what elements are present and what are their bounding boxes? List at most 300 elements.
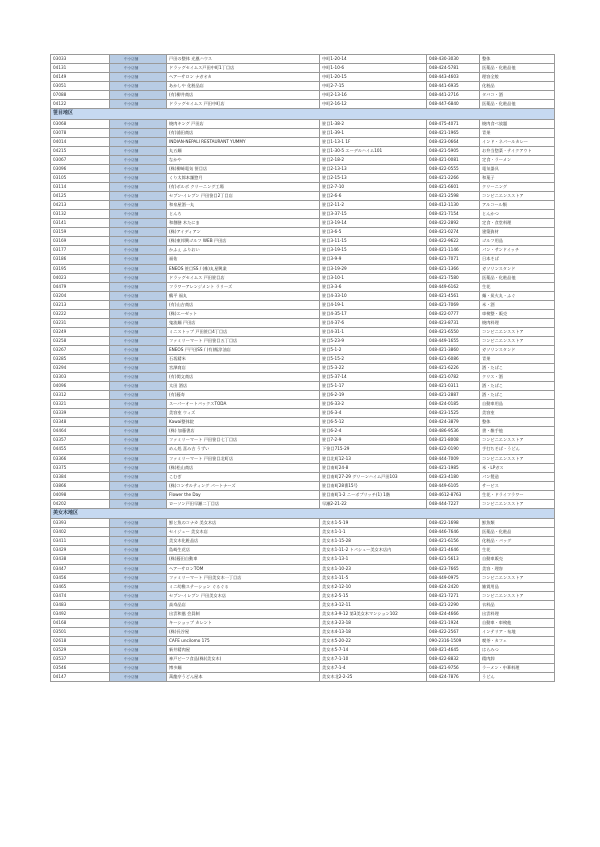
store-business-type: 化粧品・バッグ [480,537,555,546]
table-row [51,201,555,210]
table-row [51,400,555,409]
store-phone: 048-421-1924 [427,618,480,627]
store-phone: 048-421-2598 [427,192,480,201]
table-row [51,391,555,400]
store-business-type: 医薬品・化粧品他 [480,100,555,109]
store-business-type: 出雲料理 [480,609,555,618]
store-business-type: 衣料品 [480,600,555,609]
store-phone: 048-422-2567 [427,627,480,636]
store-phone: 048-444-7009 [427,454,480,463]
store-name: 鶴平 福丸 [167,291,320,300]
store-name: ヘアーサロン ナガオカ [167,73,320,82]
store-address: 笹目2-13-13 [320,165,427,174]
store-business-type: 医薬品・化粧品他 [480,64,555,73]
store-address: 笹目6-33-2 [320,400,427,409]
store-business-type: タバコ・酒 [480,91,555,100]
table-row [51,519,555,528]
store-name: 鬼流麺 戸田店 [167,318,320,327]
store-phone: 048-430-3030 [427,55,480,64]
store-category: 中小店舗 [110,573,167,582]
store-business-type: ゴルフ用品 [480,237,555,246]
store-code: 04455 [51,445,110,454]
store-code: 03492 [51,609,110,618]
store-address: 笹目6-3-4 [320,409,427,418]
table-row [51,246,555,255]
store-code: 03114 [51,183,110,192]
store-code: 03294 [51,364,110,373]
store-category: 中小店舗 [110,219,167,228]
store-business-type: 電気器具 [480,165,555,174]
store-category: 中小店舗 [110,427,167,436]
table-row [51,445,555,454]
store-category: 中小店舗 [110,400,167,409]
store-business-type: サービス [480,481,555,490]
store-category: 中小店舗 [110,55,167,64]
store-name: (有)柳井商店 [167,91,320,100]
table-row [51,636,555,645]
store-category: 中小店舗 [110,673,167,682]
store-category: 中小店舗 [110,73,167,82]
store-code: 03348 [51,418,110,427]
store-category: 中小店舗 [110,119,167,128]
store-code: 03474 [51,591,110,600]
store-phone: 048-423-1525 [427,409,480,418]
store-category: 中小店舗 [110,273,167,282]
store-code: 04213 [51,201,110,210]
table-row [51,673,555,682]
store-address: 笹目南町24-8 [320,463,427,472]
store-business-type: 自動車用品 [480,400,555,409]
store-address: 笹目2-6-6 [320,192,427,201]
store-address: 美女木2-12-10 [320,582,427,591]
store-name: こむぎ [167,472,320,481]
store-address: 美女木3-12-11 [320,600,427,609]
store-phone: 048-421-0311 [427,382,480,391]
store-category: 中小店舗 [110,555,167,564]
store-business-type: コンビニエンスストア [480,192,555,201]
store-phone: 048-421-5613 [427,555,480,564]
store-address: 中町1-20-15 [320,73,427,82]
store-name: 美容室 ウィズ [167,409,320,418]
store-phone: 048-421-7071 [427,255,480,264]
table-row [51,664,555,673]
store-code: 03483 [51,600,110,609]
store-address: 美女木1-11-5 [320,573,427,582]
store-name: ファミリーマート 戸田笹目北町店 [167,454,320,463]
store-business-type: コンビニエンスストア [480,573,555,582]
store-code: 03204 [51,291,110,300]
store-name: ミニ幼稚ステーション ぐるぐる [167,582,320,591]
store-name: とんろ [167,210,320,219]
table-row [51,463,555,472]
store-category: 中小店舗 [110,364,167,373]
store-business-type: 建築資材 [480,228,555,237]
table-row [51,645,555,654]
store-phone: 048-423-7665 [427,564,480,573]
store-category: 中小店舗 [110,582,167,591]
store-address: 笹目3-3-6 [320,282,427,291]
store-address: 美女木1-1-1 [320,528,427,537]
store-address: 笹目3-11-15 [320,237,427,246]
store-phone: 048-421-4646 [427,546,480,555]
store-address: 笹目4-37-6 [320,318,427,327]
store-code: 03546 [51,664,110,673]
store-phone: 048-421-5905 [427,146,480,155]
store-phone: 048-421-3860 [427,345,480,354]
store-name: (株)アイディアン [167,228,320,237]
table-row [51,573,555,582]
store-business-type: パン製造 [480,472,555,481]
store-category: 中小店舗 [110,237,167,246]
store-category: 中小店舗 [110,373,167,382]
store-code: 04125 [51,192,110,201]
store-code: 03213 [51,300,110,309]
store-business-type: 青果 [480,128,555,137]
store-address: 笹目2-15-13 [320,174,427,183]
store-phone: 048-424-4666 [427,609,480,618]
table-row [51,454,555,463]
table-row [51,537,555,546]
store-category: 中小店舗 [110,537,167,546]
store-category: 中小店舗 [110,291,167,300]
store-address: 美女木7-1-10 [320,655,427,664]
store-phone: 048-421-2266 [427,174,480,183]
store-address: 笹目4-31-1 [320,327,427,336]
store-phone: 048-421-0782 [427,373,480,382]
store-phone: 048-424-2420 [427,582,480,591]
store-name: セブン-イレブン 戸田笹目2丁目店 [167,192,320,201]
store-phone: 048-421-8008 [427,436,480,445]
store-business-type: ガソリンスタンド [480,345,555,354]
store-address: 美女木1-13-1 [320,555,427,564]
table-row [51,528,555,537]
store-code: 04464 [51,427,110,436]
store-business-type: 書・雑手他 [480,427,555,436]
store-address: 笹目2-11-2 [320,201,427,210]
region-header-row [51,508,555,519]
store-address: 笹目3-19-29 [320,264,427,273]
store-phone: 048-422-8832 [427,655,480,664]
table-row [51,273,555,282]
store-business-type: アルコール類 [480,201,555,210]
store-name: CAFE uncilomo 175 [167,636,320,645]
store-code: 04096 [51,382,110,391]
store-name: キーショップ カレント [167,618,320,627]
store-code: 03402 [51,528,110,537]
store-category: 中小店舗 [110,137,167,146]
table-row [51,137,555,146]
store-category: 中小店舗 [110,91,167,100]
store-business-type: コンビニエンスストア [480,591,555,600]
store-category: 中小店舗 [110,609,167,618]
table-row [51,336,555,345]
store-category: 中小店舗 [110,546,167,555]
table-row [51,364,555,373]
store-category: 中小店舗 [110,418,167,427]
store-business-type: うどん [480,673,555,682]
store-address: 笹目5-3-22 [320,364,427,373]
store-phone: 048-421-6156 [427,537,480,546]
store-business-type: 日本そば [480,255,555,264]
store-business-type: 酒・たばこ [480,364,555,373]
store-category: 中小店舗 [110,100,167,109]
store-address: 笹目7-2-9 [320,436,427,445]
store-name: ENEOS 戸戸田SS / (有)飯淳油店 [167,345,320,354]
store-business-type: 青果 [480,355,555,364]
store-phone: 048-447-6840 [427,100,480,109]
store-business-type: 鮮魚類 [480,519,555,528]
store-category: 中小店舗 [110,264,167,273]
store-address: 笹目南町1-2 ニーボプリッチ(1) 1階 [320,490,427,499]
store-category: 中小店舗 [110,636,167,645]
store-phone: 048-423-0664 [427,137,480,146]
store-name: 博多麺 [167,664,320,673]
store-business-type: 定食・ラーメン [480,155,555,164]
store-code: 03068 [51,119,110,128]
store-name: ドラッグセイムス 戸田笹目店 [167,273,320,282]
store-phone: 048-424-5781 [427,64,480,73]
store-business-type: コンビニエンスストア [480,454,555,463]
table-row [51,472,555,481]
store-phone: 048-423-4180 [427,472,480,481]
store-business-type: 焼肉料理 [480,318,555,327]
region-title: 美女木地区 [51,508,555,519]
store-name: ミニストップ 戸田笹目4丁目店 [167,327,320,336]
store-address: 笹目4-19-1 [320,300,427,309]
store-address: 笹目6-5-12 [320,418,427,427]
store-category: 中小店舗 [110,591,167,600]
store-address: 笹目4-33-10 [320,291,427,300]
store-category: 中小店舗 [110,255,167,264]
store-code: 03429 [51,546,110,555]
store-address: 中町1-20-14 [320,55,427,64]
store-business-type: 美容室 [480,409,555,418]
store-business-type: 焼肉食べ放題 [480,119,555,128]
table-row [51,291,555,300]
store-code: 03105 [51,174,110,183]
table-row [51,409,555,418]
store-name: 新井精肉屋 [167,645,320,654]
store-phone: 048-443-4603 [427,73,480,82]
store-name: セイジュー 美女木店 [167,528,320,537]
store-address: 笹目6-2-19 [320,391,427,400]
store-category: 中小店舗 [110,528,167,537]
store-business-type: 酒・たばこ [480,391,555,400]
table-row [51,345,555,354]
table-row [51,555,555,564]
table-row [51,146,555,155]
store-phone: 048-421-0274 [427,228,480,237]
store-address: 笹目南町27-29 グリーンハイム戸田103 [320,472,427,481]
store-phone: 048-444-7227 [427,499,480,508]
store-address: 美女木1-10-23 [320,564,427,573]
store-code: 04149 [51,73,110,82]
store-category: 中小店舗 [110,201,167,210]
store-category: 中小店舗 [110,436,167,445]
store-name: 神戸ビーフ食品(株)(美女木) [167,655,320,664]
store-category: 中小店舗 [110,64,167,73]
store-name: (株)コンサルティング パートナーズ [167,481,320,490]
store-business-type: ガソリンスタンド [480,264,555,273]
store-category: 中小店舗 [110,309,167,318]
store-business-type: コンビニエンスストア [480,499,555,508]
store-code: 03321 [51,400,110,409]
store-code: 03312 [51,391,110,400]
store-category: 中小店舗 [110,655,167,664]
store-address: 早瀬2-21-22 [320,499,427,508]
store-phone: 048-441-6935 [427,82,480,91]
store-code: 03195 [51,264,110,273]
store-business-type: 医薬品・化粧品 [480,528,555,537]
store-name: ドラッグセイムス戸田中町1丁目店 [167,64,320,73]
store-code: 04122 [51,100,110,109]
store-name: (有)藤寿 [167,391,320,400]
store-business-type: 理容全般 [480,73,555,82]
store-name: (株)藤田自動車 [167,555,320,564]
table-row [51,64,555,73]
store-name: あかしや 化粧品店 [167,82,320,91]
table-row [51,155,555,164]
table-row [51,418,555,427]
store-phone: 048-422-1698 [427,519,480,528]
store-code: 03465 [51,582,110,591]
table-row [51,355,555,364]
store-name: ファミリーマート 戸田笹目七丁目店 [167,436,320,445]
store-business-type: クリーニング [480,183,555,192]
store-phone: 048-421-7069 [427,300,480,309]
store-code: 03249 [51,327,110,336]
store-category: 中小店舗 [110,618,167,627]
store-name: スーパーオートバックスTODA [167,400,320,409]
store-code: 03537 [51,655,110,664]
store-address: 美女木5-20-22 [320,636,427,645]
store-name: (株) 加藤書店 [167,427,320,436]
store-address: 美女木3-9-12 第3美女木マンション102 [320,609,427,618]
store-phone: 048-424-3879 [427,418,480,427]
store-code: 03285 [51,355,110,364]
store-phone: 090-2316-1509 [427,636,480,645]
store-code: 04131 [51,64,110,73]
table-row [51,546,555,555]
store-category: 中小店舗 [110,481,167,490]
store-code: 03529 [51,645,110,654]
store-code: 03033 [51,55,110,64]
store-category: 中小店舗 [110,499,167,508]
store-category: 中小店舗 [110,564,167,573]
store-address: 笹目1-38-2 [320,119,427,128]
table-row [51,228,555,237]
store-table [50,54,555,682]
store-business-type: はらみつ [480,645,555,654]
store-code: 03051 [51,82,110,91]
store-category: 中小店舗 [110,146,167,155]
store-address: 中町1-10-6 [320,64,427,73]
store-business-type: 手打ちそば・うどん [480,445,555,454]
store-address: 中町2-7-15 [320,82,427,91]
store-name: ローソン戸田早瀬二丁目店 [167,499,320,508]
store-phone: 048-421-1366 [427,264,480,273]
table-row [51,237,555,246]
store-business-type: とんかつ [480,210,555,219]
store-phone: 048-421-1965 [427,128,480,137]
store-address: 笹目4-35-17 [320,309,427,318]
store-address: 美女木7-1-4 [320,664,427,673]
store-business-type: 自動車販売 [480,555,555,564]
store-phone: 048-421-2290 [427,600,480,609]
store-business-type: 米・LPガス [480,463,555,472]
store-business-type: 生花 [480,282,555,291]
store-phone: 048-422-0777 [427,309,480,318]
store-business-type: 生花 [480,546,555,555]
store-business-type: 美容・理容 [480,564,555,573]
store-code: 07088 [51,91,110,100]
store-code: 04479 [51,282,110,291]
store-category: 中小店舗 [110,664,167,673]
store-address: 美女木4-13-18 [320,627,427,636]
store-business-type: 米・酒 [480,300,555,309]
store-business-type: 麺・炭火丸・ふぐ [480,291,555,300]
store-name: なかや [167,155,320,164]
table-row [51,255,555,264]
store-category: 中小店舗 [110,345,167,354]
table-row [51,183,555,192]
store-business-type: 整体 [480,418,555,427]
store-code: 03393 [51,519,110,528]
store-category: 中小店舗 [110,336,167,345]
store-code: 04098 [51,490,110,499]
table-row [51,609,555,618]
store-business-type: 整体 [480,55,555,64]
store-category: 中小店舗 [110,183,167,192]
store-address: 笹目3-19-15 [320,246,427,255]
store-name: 鮮と魚のコナカ 美女木店 [167,519,320,528]
store-phone: 048-424-0185 [427,400,480,409]
store-phone: 048-4612-8763 [427,490,480,499]
store-name: ヘアーサロンTOM [167,564,320,573]
store-name: (有)山吉商店 [167,300,320,309]
store-code: 03141 [51,219,110,228]
table-row [51,100,555,109]
store-business-type: 生花・ドライフラワー [480,490,555,499]
store-category: 中小店舗 [110,82,167,91]
store-business-type: クリス・酒 [480,373,555,382]
store-phone: 048-422-0190 [427,445,480,454]
store-name: ファミリーマート 戸田笹目五丁目店 [167,336,320,345]
store-category: 中小店舗 [110,472,167,481]
store-phone: 048-421-6226 [427,364,480,373]
table-row [51,282,555,291]
table-row [51,210,555,219]
store-address: 笹目6-2-4 [320,427,427,436]
store-category: 中小店舗 [110,318,167,327]
store-category: 中小店舗 [110,355,167,364]
store-name: めん処 喜み吉 うずい [167,445,320,454]
store-category: 中小店舗 [110,645,167,654]
store-category: 中小店舗 [110,382,167,391]
store-code: 03303 [51,373,110,382]
store-code: 03438 [51,555,110,564]
store-address: 笹目3-6-5 [320,228,427,237]
store-name: (有)関文商店 [167,373,320,382]
store-category: 中小店舗 [110,463,167,472]
store-phone: 048-412-1130 [427,201,480,210]
table-row [51,174,555,183]
store-code: 04023 [51,273,110,282]
store-business-type: 和菓子 [480,174,555,183]
store-business-type: インド・ネパールカレー [480,137,555,146]
store-category: 中小店舗 [110,445,167,454]
table-row [51,373,555,382]
